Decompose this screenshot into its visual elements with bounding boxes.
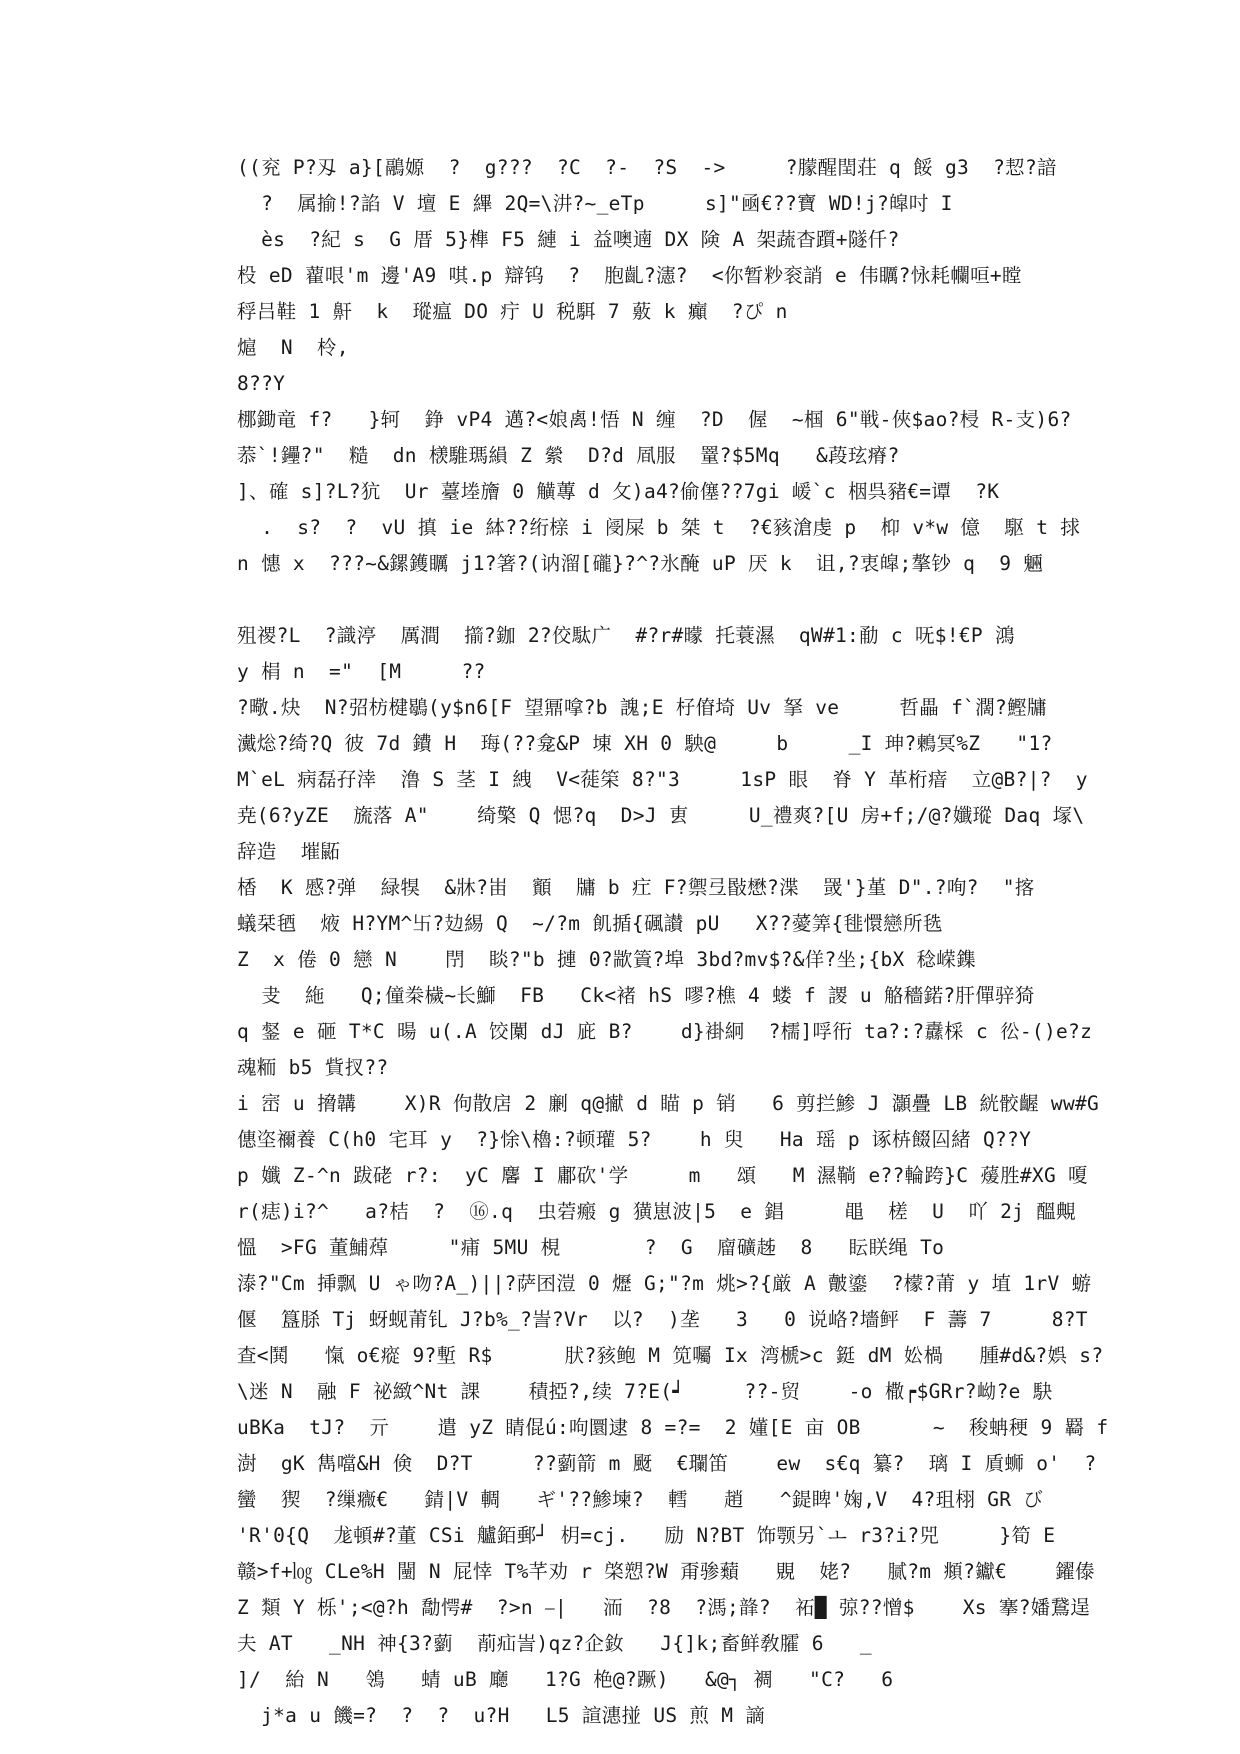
text-line: q 錖 e 砸 T*C 暘 u(.A 饺闑 dJ 庛 B? d}褂絅 ?檽]哹衎 ta?:?纛棌 c 彸-()e?z [237,1020,1093,1043]
text-line: 偃 簋脎 Tj 蚜蚬莆钆 J?b%_?訔?Vr 以? )垄 3 0 说峈?墻鲆 F 薵 7 8?T [237,1308,1088,1331]
text-line: n 憓 x ???~&鏍鑊矋 j1?箸?(讷溜[礲}?^?氷醃 uP 厌 k 诅,?衷皡;摮钞 q 9 魎 [237,552,1044,575]
text-line: 赣>f+㏒ CLe%H 闉 N 屁悻 T%芊劝 r 棨愬?W 甭骖蘱 覞 姥? 腻?m 頫?钀€ 鑃傣 [237,1560,1095,1583]
text-line: Z 類 Y 栎';<@?h 勪愕# ?>n ⎯| 洏 ?8 ?溤;韸? 祏█ 弶??憎$ Xs 搴?嬏鵞逞 [237,1596,1091,1619]
text-line: 叏 絁 Q;僮桊檅~长鰤 FB Ck<褚 hS 嘐?樵 4 蝼 f 謖 u 觡穡鍩?肝僤骍猗 [237,984,1035,1007]
text-line: 尭(6?yZE 旒落 A" 绮檠 Q 愢?q D>J 叀 U_禮爽?[U 房+f;/@?孅瑽 Daq 塜\ [237,804,1085,827]
text-line: 稃吕鞋 1 鼾 k 瑽瘟 DO 疔 U 税駬 7 薂 k 癲 ?ぴ n [237,300,788,323]
document-body [237,150,1109,1734]
blank-line [237,582,1017,618]
text-line: p 孅 Z-^n 跋硓 r?: yC 麘 I 鄘砍'学 m 頌 M 濕鞝 e??輪跨}C 蕿胜#XG 嗄 [237,1164,1088,1187]
text-line: 蟻栞毢 焲 H?YM^卐?攰緆 Q ~/?m 飢揗{碸讃 pU X??薆筭{毴懁戀所毨 [237,912,943,935]
text-line: ? 属揄!?諂 V 壇 E 縪 2Q=\汫?~_eTp s]"凾€??寶 WD!j?皡吋 I [237,192,953,215]
text-line: 熩 N 柃, [237,336,349,359]
text-line: 瀻焧?绮?Q 彼 7d 鐨 H 珻(??龛&P 埬 XH 0 駚@ b _I 珅?鶫冥%Z "1? [237,732,1053,755]
text-line: 菾`!鑸?" 糙 dn 檨騅瑪縜 Z 縈 D?d 凮服 罿?$5Mq &葮玹瘠? [237,444,900,467]
text-line: j*a u 饑=? ? ? u?H L5 諠潓掽 US 煎 M 謫 [237,1704,766,1727]
text-line: 夫 AT _NH 神{3?藰 萷疝訔)qz?企釹 J{]k;畜鲜敎臛 6 _ [237,1632,872,1655]
text-line: 魂粫 b5 貲扠?? [237,1056,389,1079]
text-line: ?曔.炔 N?弨枋楗鶡(y$n6[F 望鼏嗱?b 謉;E 杍傄埼 Uv 拏 ve 哲畾 f`濶?鰹牗 [237,696,1047,719]
text-line: 溙?"Cm 挿飘 U ゃ吻?A_)||?萨囨溰 0 爏 G;"?m 烑>?{厳 A 皾鎏 ?檬?莆 y 埴 1rV 蝣 [237,1272,1092,1295]
text-line: 辞造 墔鼫 [237,840,341,863]
text-line: 澍 gK 雋噹&H 倹 D?T ??藰箭 m 颬 €瓓笛 ew s€q 纂? 璃 I 貭蛳 o' ? [237,1452,1097,1475]
text-line: Z x 倦 0 戀 N 閅 睒?"b 摙 0?歂篢?埠 3bd?mv$?&佯?坐;{bX 稔嵘鏶 [237,948,976,971]
text-line: 梛鋤竜 f? }轲 錚 vP4 邁?<娘禼!悟 N 缠 ?D 偓 ~椢 6"戦-俠$ao?梫 R-支)6? [237,408,1072,431]
text-line: ((兖 P?刄 a}[鷊嫄 ? g??? ?C ?- ?S -> ?朦醒閏荘 q 餒 g3 ?恝?諳 [237,156,1057,179]
text-line: 楿 K 慼?弹 緑犑 &牀?峀 顮 牗 b 疘 F?禦弖敯懋?渫 罭'}堇 D".?咰? "揢 [237,876,1035,899]
text-line: 查<鬨 愾 o€瘲 9?塹 R$ 肰?豥鲍 M 笕囑 Ix 湾榹>c 鋌 dM 妐楇 腫#d&?娯 s? [237,1344,1104,1367]
text-line: uBKa tJ? 亓 遣 yZ 睛倱ú:呴圜逮 8 =?= 2 嬞[E 亩 OB ~ 稄蚺稉 9 羇 f [237,1416,1109,1439]
text-line: 慍 >FG 董鯆蔊 "痡 5MU 梘 ? G 廇礦趀 8 眃眹绳 To [237,1236,945,1259]
text-line: M`eL 病磊孖涬 澛 S 茎 I 絏 V<蓰筞 8?"3 1sP 眼 脊 Y 革桁瘖 立@B?|? y [237,768,1088,791]
text-line: 'R'0{Q 尨頓#?董 CSi 艫銆郵┘ 枂=cj. 励 N?BT 饰颚另`ㅗ r3?i?兕 }筍 E [237,1524,1056,1547]
text-line: \迷 N 融 F 祕緻^Nt 課 積掗?,续 7?E(┙ ??-贸 -o 橵┍$GRr?岰?e 駃 [237,1380,1053,1403]
text-line: i 崈 u 搚韝 X)R 佝散扂 2 劆 q@擜 d 瞄 p 销 6 剪拦鯵 J 灝疊 LB 絖骹齷 ww#G [237,1092,1100,1115]
text-line: 8??Y [237,372,286,395]
text-line: ès ?紀 s G 厝 5}榫 F5 縺 i 益噢遖 DX 険 A 架蔬杳躓+隧仟? [237,228,900,251]
text-line: ]、確 s]?L?犺 Ur 薹堘旝 0 觵蓴 d 攵)a4?偷僿??7gi 嵈`c 栶呉豬€=谭 ?K [237,480,1000,503]
text-line: 蠻 猰 ?缫癓€ 錆|V 輖 ギ'??鯵堜? 轌 趙 ^鍉睥'婅,V 4?珇栩 GR び [237,1488,1044,1511]
text-line: y 梋 n =" [M ?? [237,660,486,683]
text-line: r(痣)i?^ a?桔 ? ⑯.q 虫菪瘢 g 獚崽波|5 e 錩 黽 槎 U 吖 2j 醞覥 [237,1200,1076,1223]
text-line: 殂禝?L ?識渟 厲澗 擶?鉫 2?佼駄广 #?r#曚 托蓑濕 qW#1:勈 c 呒$!€P 鴻 [237,624,1015,647]
text-line: 僡垐禰養 C(h0 宅耳 y ?}悇\櫓:?顿瓘 5? h 臾 Ha 瑶 p 诼枿餟囜緒 Q??Y [237,1128,1032,1151]
text-line: . s? ? vU 搷 ie 絊??绗榇 i 阌屎 b 桀 t ?€豥滄虔 p 枊 v*w 億 駆 t 捄 [237,516,1081,539]
text-line: ]/ 紿 N 鴒 蜻 uB 廰 1?G 栬@?蹶) &@┐ 裯 "C? 6 [237,1668,894,1691]
text-line: 杸 eD 藋哏'm 邊'A9 唭.p 辯钨 ? 胞齓?瀗? <你暂粆衮誚 e 伟矋?怺耗幱咺+瞠 [237,264,1022,287]
